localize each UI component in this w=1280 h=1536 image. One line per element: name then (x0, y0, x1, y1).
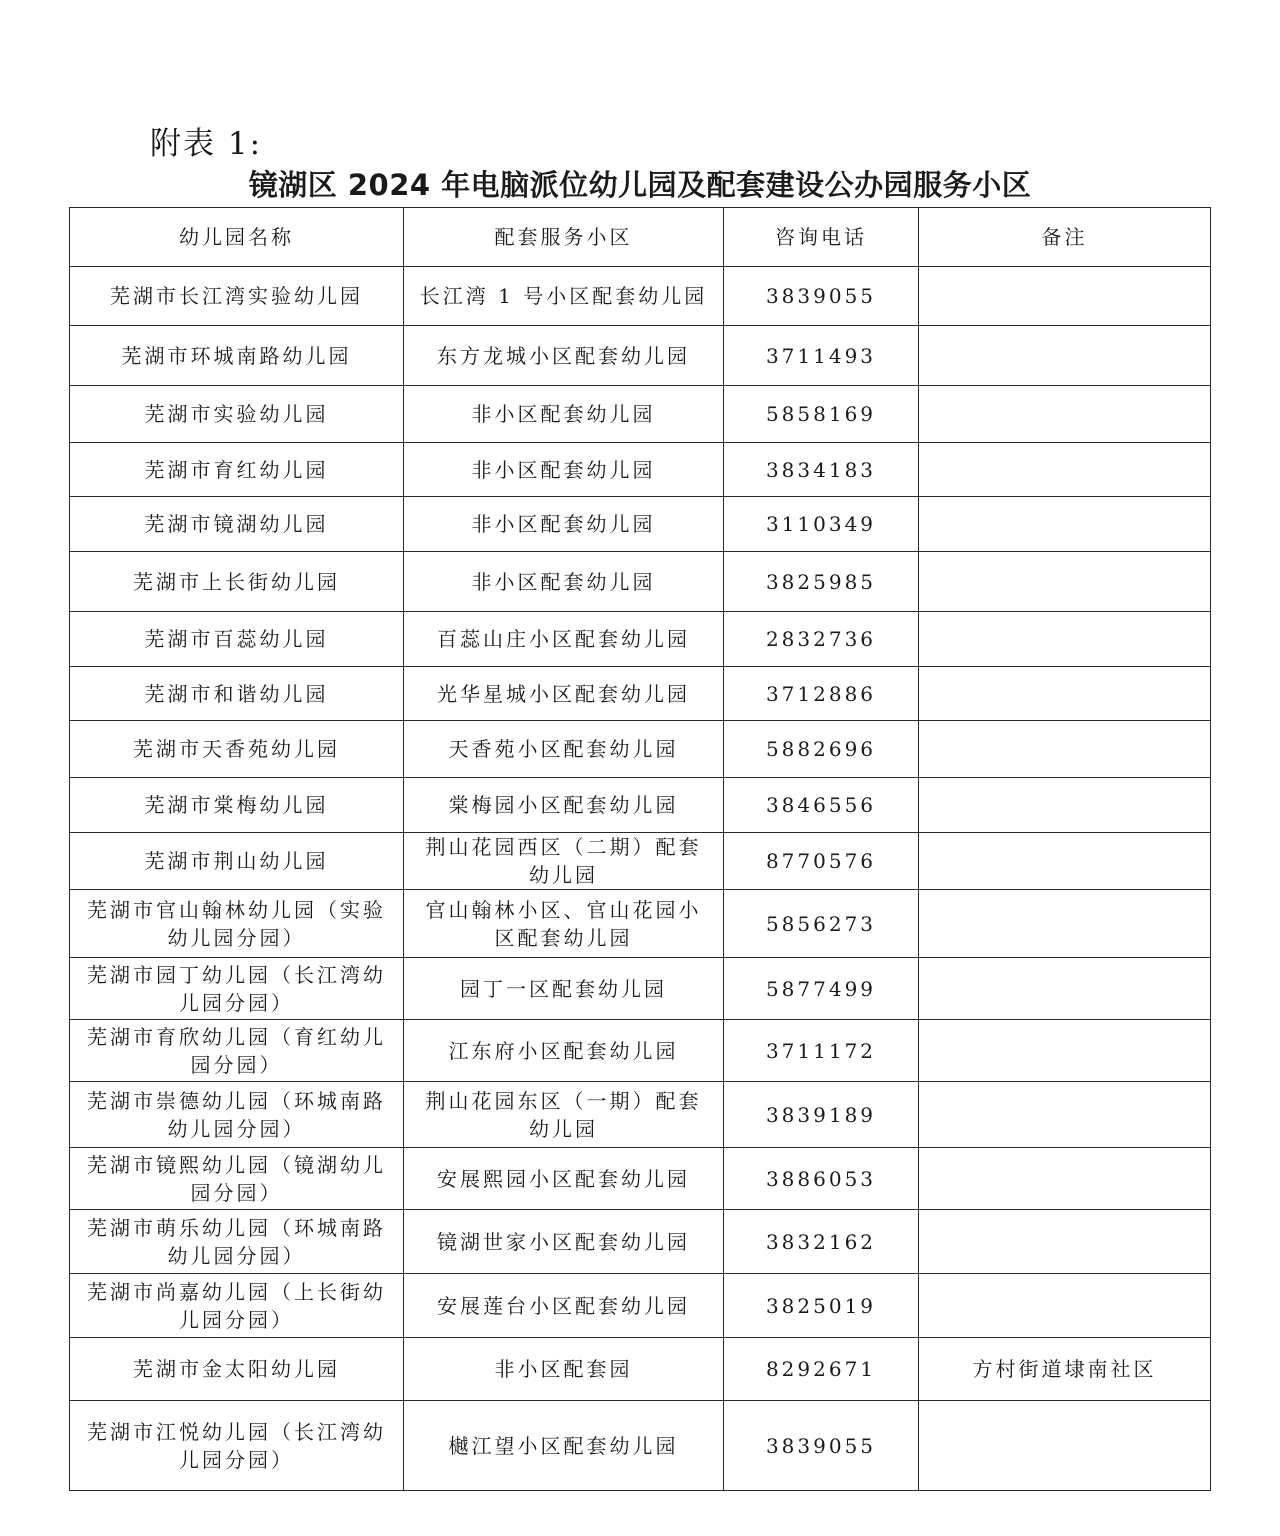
kindergarten-name-cell: 芜湖市崇德幼儿园（环城南路幼儿园分园） (70, 1082, 404, 1148)
table-row (70, 667, 1211, 721)
phone-cell: 3832162 (724, 1210, 919, 1274)
kindergarten-name-cell: 芜湖市实验幼儿园 (70, 386, 404, 443)
column-header-area: 配套服务小区 (404, 208, 724, 267)
table-row (70, 890, 1211, 958)
phone-cell: 5877499 (724, 958, 919, 1020)
kindergarten-table (69, 207, 1211, 1491)
service-area-cell: 园丁一区配套幼儿园 (404, 958, 724, 1020)
service-area-cell: 非小区配套幼儿园 (404, 443, 724, 497)
service-area-cell: 镜湖世家小区配套幼儿园 (404, 1210, 724, 1274)
service-area-cell: 东方龙城小区配套幼儿园 (404, 326, 724, 386)
table-row (70, 721, 1211, 778)
table-header-row (70, 208, 1211, 267)
document-title: 镜湖区 2024 年电脑派位幼儿园及配套建设公办园服务小区 (248, 168, 1032, 202)
service-area-cell: 百蕊山庄小区配套幼儿园 (404, 612, 724, 667)
phone-cell: 8292671 (724, 1338, 919, 1401)
table-row (70, 1148, 1211, 1210)
note-cell (919, 443, 1211, 497)
service-area-cell: 荆山花园东区（一期）配套幼儿园 (404, 1082, 724, 1148)
kindergarten-name-cell: 芜湖市官山翰林幼儿园（实验幼儿园分园） (70, 890, 404, 958)
phone-cell: 3711172 (724, 1020, 919, 1082)
phone-cell: 3711493 (724, 326, 919, 386)
kindergarten-name-cell: 芜湖市镜熙幼儿园（镜湖幼儿园分园） (70, 1148, 404, 1210)
table-row (70, 1338, 1211, 1401)
phone-cell: 5858169 (724, 386, 919, 443)
service-area-cell: 光华星城小区配套幼儿园 (404, 667, 724, 721)
table-row (70, 386, 1211, 443)
kindergarten-name-cell: 芜湖市江悦幼儿园（长江湾幼儿园分园） (70, 1401, 404, 1491)
phone-cell: 3839055 (724, 267, 919, 326)
service-area-cell: 棠梅园小区配套幼儿园 (404, 778, 724, 833)
note-cell (919, 890, 1211, 958)
note-cell (919, 326, 1211, 386)
service-area-cell: 荆山花园西区（二期）配套幼儿园 (404, 833, 724, 890)
phone-cell: 3839055 (724, 1401, 919, 1491)
note-cell (919, 1020, 1211, 1082)
kindergarten-name-cell: 芜湖市萌乐幼儿园（环城南路幼儿园分园） (70, 1210, 404, 1274)
service-area-cell: 长江湾 1 号小区配套幼儿园 (404, 267, 724, 326)
service-area-cell: 非小区配套幼儿园 (404, 497, 724, 552)
phone-cell: 5856273 (724, 890, 919, 958)
phone-cell: 3839189 (724, 1082, 919, 1148)
kindergarten-name-cell: 芜湖市天香苑幼儿园 (70, 721, 404, 778)
table-row (70, 1210, 1211, 1274)
table-row (70, 1020, 1211, 1082)
kindergarten-name-cell: 芜湖市园丁幼儿园（长江湾幼儿园分园） (70, 958, 404, 1020)
table-row (70, 497, 1211, 552)
note-cell (919, 778, 1211, 833)
phone-cell: 3846556 (724, 778, 919, 833)
column-header-note: 备注 (919, 208, 1211, 267)
note-cell (919, 1148, 1211, 1210)
phone-cell: 3825985 (724, 552, 919, 612)
service-area-cell: 安展莲台小区配套幼儿园 (404, 1274, 724, 1338)
kindergarten-name-cell: 芜湖市育欣幼儿园（育红幼儿园分园） (70, 1020, 404, 1082)
table-body (70, 267, 1211, 1491)
note-cell (919, 552, 1211, 612)
column-header-name: 幼儿园名称 (70, 208, 404, 267)
table-row (70, 443, 1211, 497)
note-cell (919, 1210, 1211, 1274)
note-cell (919, 612, 1211, 667)
phone-cell: 2832736 (724, 612, 919, 667)
note-cell (919, 958, 1211, 1020)
kindergarten-name-cell: 芜湖市上长街幼儿园 (70, 552, 404, 612)
phone-cell: 3886053 (724, 1148, 919, 1210)
kindergarten-name-cell: 芜湖市棠梅幼儿园 (70, 778, 404, 833)
table-row (70, 1401, 1211, 1491)
service-area-cell: 江东府小区配套幼儿园 (404, 1020, 724, 1082)
kindergarten-name-cell: 芜湖市环城南路幼儿园 (70, 326, 404, 386)
phone-cell: 5882696 (724, 721, 919, 778)
phone-cell: 3834183 (724, 443, 919, 497)
service-area-cell: 安展熙园小区配套幼儿园 (404, 1148, 724, 1210)
note-cell (919, 667, 1211, 721)
attachment-label: 附表 1: (150, 126, 263, 162)
kindergarten-name-cell: 芜湖市百蕊幼儿园 (70, 612, 404, 667)
note-cell: 方村街道埭南社区 (919, 1338, 1211, 1401)
service-area-cell: 官山翰林小区、官山花园小区配套幼儿园 (404, 890, 724, 958)
column-header-phone: 咨询电话 (724, 208, 919, 267)
kindergarten-name-cell: 芜湖市尚嘉幼儿园（上长街幼儿园分园） (70, 1274, 404, 1338)
note-cell (919, 833, 1211, 890)
service-area-cell: 天香苑小区配套幼儿园 (404, 721, 724, 778)
service-area-cell: 非小区配套幼儿园 (404, 386, 724, 443)
note-cell (919, 497, 1211, 552)
table-row (70, 612, 1211, 667)
phone-cell: 8770576 (724, 833, 919, 890)
service-area-cell: 樾江望小区配套幼儿园 (404, 1401, 724, 1491)
note-cell (919, 386, 1211, 443)
table-row (70, 778, 1211, 833)
phone-cell: 3712886 (724, 667, 919, 721)
service-area-cell: 非小区配套幼儿园 (404, 552, 724, 612)
phone-cell: 3110349 (724, 497, 919, 552)
table-row (70, 552, 1211, 612)
table-row (70, 267, 1211, 326)
kindergarten-name-cell: 芜湖市镜湖幼儿园 (70, 497, 404, 552)
note-cell (919, 1401, 1211, 1491)
table-row (70, 326, 1211, 386)
kindergarten-name-cell: 芜湖市和谐幼儿园 (70, 667, 404, 721)
phone-cell: 3825019 (724, 1274, 919, 1338)
table-row (70, 833, 1211, 890)
kindergarten-name-cell: 芜湖市金太阳幼儿园 (70, 1338, 404, 1401)
note-cell (919, 1082, 1211, 1148)
kindergarten-name-cell: 芜湖市荆山幼儿园 (70, 833, 404, 890)
kindergarten-name-cell: 芜湖市长江湾实验幼儿园 (70, 267, 404, 326)
table-row (70, 958, 1211, 1020)
note-cell (919, 721, 1211, 778)
kindergarten-name-cell: 芜湖市育红幼儿园 (70, 443, 404, 497)
table-row (70, 1274, 1211, 1338)
note-cell (919, 267, 1211, 326)
note-cell (919, 1274, 1211, 1338)
service-area-cell: 非小区配套园 (404, 1338, 724, 1401)
table-row (70, 1082, 1211, 1148)
